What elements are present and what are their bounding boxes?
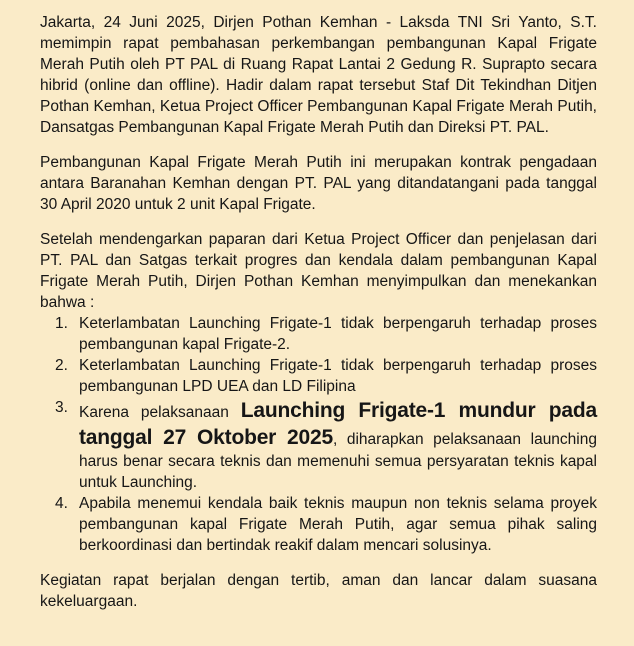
list-number: 3. (55, 399, 68, 416)
paragraph-contract: Pembangunan Kapal Frigate Merah Putih ini merupakan kontrak pengadaan antara Baranahan Kemhan dengan PT. PAL yang ditandatangani pada tanggal 30 April 2020 untuk 2 unit Kapal Frigate. (40, 154, 597, 213)
list-item-3-prefix: Karena pelaksanaan (79, 404, 241, 421)
list-item-3 (40, 397, 597, 493)
list-item-text: Keterlambatan Launching Frigate-1 tidak berpengaruh terhadap proses pembangunan LPD UEA dan LD Filipina (79, 357, 597, 395)
list-number: 2. (55, 357, 68, 374)
list-item-3-suffix: , diharapkan pelaksanaan launching harus benar secara teknis dan memenuhi semua persyaratan teknis kapal untuk Launching. (79, 431, 597, 491)
launch-delay-highlight: Launching Frigate-1 mundur pada tanggal 27 Oktober 2025 (79, 399, 597, 449)
list-item-text: Apabila menemui kendala baik teknis maupun non teknis selama proyek pembangunan kapal Frigate Merah Putih, agar semua pihak saling berkoordinasi dan bertindak reakif dalam mencari solusinya. (79, 495, 597, 554)
paragraph-closing: Kegiatan rapat berjalan dengan tertib, aman dan lancar dalam suasana kekeluargaan. (40, 572, 597, 610)
conclusion-list (40, 313, 597, 556)
list-number: 1. (55, 315, 68, 332)
list-number: 4. (55, 495, 68, 512)
list-item-1 (40, 313, 597, 355)
paragraph-conclusion-intro: Setelah mendengarkan paparan dari Ketua Project Officer dan penjelasan dari PT. PAL dan Satgas terkait progres dan kendala dalam pembangunan Kapal Frigate Merah Putih, Dirjen Pothan Kemhan menyimpulkan dan menekankan bahwa : (40, 231, 597, 311)
paragraph-opening: Jakarta, 24 Juni 2025, Dirjen Pothan Kemhan - Laksda TNI Sri Yanto, S.T. memimpin rapat pembahasan perkembangan pembangunan Kapal Frigate Merah Putih oleh PT PAL di Ruang Rapat Lantai 2 Gedung R. Suprapto secara hibrid (online dan offline). Hadir dalam rapat tersebut Staf Dit Tekindhan Ditjen Pothan Kemhan, Ketua Project Officer Pembangunan Kapal Frigate Merah Putih, Dansatgas Pembangunan Kapal Frigate Merah Putih dan Direksi PT. PAL. (40, 14, 597, 136)
list-item-4 (40, 493, 597, 556)
list-item-2 (40, 355, 597, 397)
list-item-text: Keterlambatan Launching Frigate-1 tidak berpengaruh terhadap proses pembangunan kapal Frigate-2. (79, 315, 597, 353)
list-item-text (79, 397, 597, 493)
